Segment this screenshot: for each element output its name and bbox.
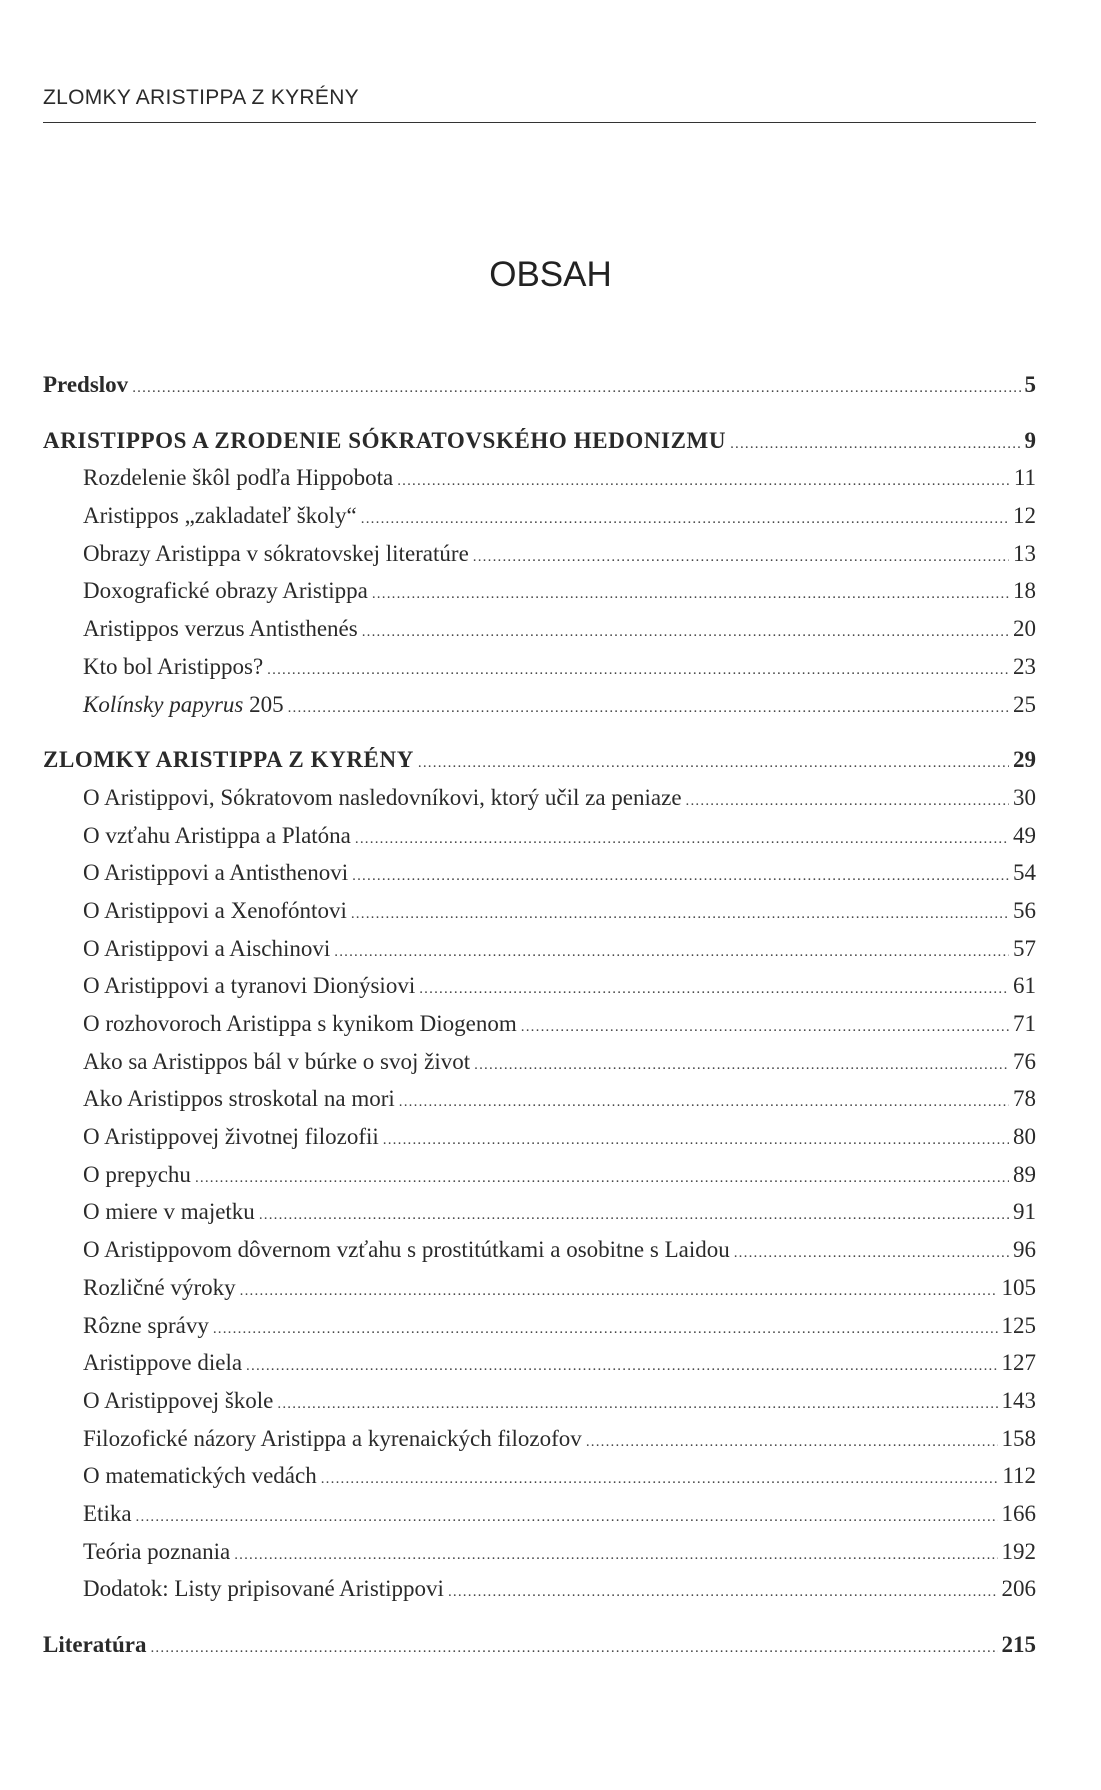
toc-page-number: 91 [1013,1199,1036,1225]
toc-entry-label: Rôzne správy [83,1312,209,1338]
toc-page-number: 23 [1013,653,1036,679]
toc-page-number: 89 [1013,1161,1036,1187]
toc-entry-label: O Aristippovej životnej filozofii [83,1124,379,1150]
leader-dots [267,662,1009,679]
toc-entry-label: Dodatok: Listy pripisované Aristippovi [83,1576,444,1602]
toc-entry-label: O Aristippovi a tyranovi Dionýsiovi [83,973,416,999]
toc-entry [43,1313,1036,1351]
leader-dots [399,1094,1009,1111]
leader-dots [246,1358,997,1375]
leader-dots [361,511,1009,528]
toc-entry [43,1426,1036,1464]
leader-dots [448,1584,998,1601]
toc-page-number: 143 [1001,1387,1036,1413]
running-head: ZLOMKY ARISTIPPA Z KYRÉNY [43,86,359,109]
toc-entry-label: Kto bol Aristippos? [83,653,264,679]
toc-page-number: 11 [1013,465,1036,491]
toc-entry-label: ZLOMKY ARISTIPPA Z KYRÉNY [43,747,414,773]
toc-entry [43,1275,1036,1313]
toc-page-number: 12 [1013,503,1036,529]
toc-entry-label: O vzťahu Aristippa a Platóna [83,822,351,848]
leader-dots [473,549,1009,566]
leader-dots [136,1509,998,1526]
leader-dots [355,831,1009,848]
toc-entry-label: O miere v majetku [83,1199,255,1225]
toc-page-number: 29 [1013,747,1036,773]
toc-entry-label: O Aristippovi, Sókratovom nasledovníkovi, ktorý učil za peniaze [83,784,682,810]
toc-entry-label: O Aristippovi a Aischinovi [83,935,331,961]
toc-page-number: 54 [1013,860,1036,886]
toc-entry [43,1463,1036,1501]
toc-entry-label: Rozličné výroky [83,1274,236,1300]
toc-entry [43,898,1036,936]
toc-entry [43,1162,1036,1200]
toc-entry [43,692,1036,730]
leader-dots [734,1245,1009,1262]
toc-part-heading [43,428,1036,466]
leader-dots [418,755,1009,772]
toc-entry-label: Filozofické názory Aristippa a kyrenaických filozofov [83,1425,582,1451]
toc-entry [43,1086,1036,1124]
toc-entry [43,1199,1036,1237]
toc-page-number: 30 [1013,784,1036,810]
toc-entry [43,1124,1036,1162]
toc-entry-label: Teória poznania [83,1538,231,1564]
toc-entry-label: O Aristippovi a Xenofóntovi [83,897,347,923]
toc-entry [43,1350,1036,1388]
leader-dots [474,1057,1009,1074]
toc-entry-label: O matematických vedách [83,1463,317,1489]
leader-dots [372,586,1009,603]
leader-dots [730,436,1020,453]
toc-page-number: 49 [1013,822,1036,848]
leader-dots [240,1283,998,1300]
toc-entry [43,1011,1036,1049]
leader-dots [195,1170,1009,1187]
section-gap [43,410,1036,428]
toc-page-number: 20 [1013,616,1036,642]
toc-entry [43,541,1036,579]
toc-page-number: 166 [1001,1500,1036,1526]
toc-page-number: 5 [1024,372,1036,397]
toc-page-number: 18 [1013,578,1036,604]
toc-entry-label: Etika [83,1500,132,1526]
toc-entry-label: Aristippos verzus Antisthenés [83,616,358,642]
toc-entry-label: O Aristippovi a Antisthenovi [83,860,349,886]
toc-entry [43,1237,1036,1275]
toc-entry-label: Predslov [43,372,129,397]
toc-entry-label: ARISTIPPOS A ZRODENIE SÓKRATOVSKÉHO HEDONIZMU [43,427,727,453]
leader-dots [259,1207,1009,1224]
toc-entry-label: O rozhovoroch Aristippa s kynikom Diogenom [83,1011,517,1036]
toc-page-number: 25 [1013,691,1036,717]
toc-entry-label: O prepychu [83,1161,191,1187]
toc-page-number: 125 [1001,1312,1036,1338]
leader-dots [521,1019,1009,1036]
toc-entry [43,1049,1036,1087]
toc-page-number: 56 [1013,897,1036,923]
leader-dots [321,1471,999,1488]
toc-entry-label: Doxografické obrazy Aristippa [83,578,368,604]
toc-entry-label: Rozdelenie škôl podľa Hippobota [83,465,394,491]
toc-entry [43,936,1036,974]
toc-entry-label: Aristippos „zakladateľ školy“ [83,503,357,529]
toc-entry [43,1539,1036,1577]
toc-page-number: 57 [1013,935,1036,961]
toc-entry [43,1388,1036,1426]
leader-dots [383,1132,1009,1149]
toc-entry-label: O Aristippovej škole [83,1387,274,1413]
leader-dots [150,1640,997,1657]
toc-entry-label: Literatúra [43,1632,147,1657]
leader-dots [234,1547,997,1564]
toc-entry [43,1576,1036,1614]
leader-dots [334,944,1009,961]
section-gap [43,729,1036,747]
toc-entry [43,503,1036,541]
leader-dots [351,906,1009,923]
toc-entry-label: Ako sa Aristippos bál v búrke o svoj život [83,1048,471,1074]
toc-entry [43,578,1036,616]
toc-page-number: 105 [1001,1274,1036,1300]
toc-entry-label: Ako Aristippos stroskotal na mori [83,1086,395,1112]
toc-entry-label: Obrazy Aristippa v sókratovskej literatúre [83,540,469,566]
toc-entry [43,785,1036,823]
toc-part-heading [43,747,1036,785]
header-rule [43,122,1036,123]
leader-dots [362,624,1009,641]
label-rest: 205 [243,691,284,717]
leader-dots [277,1396,997,1413]
leader-dots [352,868,1009,885]
toc-page-number: 96 [1013,1237,1036,1263]
toc-entry-label: O Aristippovom dôvernom vzťahu s prostitútkami a osobitne s Laidou [83,1237,730,1263]
toc-page-number: 192 [1001,1538,1036,1564]
toc-page-number: 215 [1001,1632,1036,1657]
toc-entry-label: Aristippove diela [83,1350,243,1376]
italic-title: Kolínsky papyrus [83,691,244,717]
toc-page-number: 76 [1013,1048,1036,1074]
table-of-contents [43,372,1036,1670]
toc-entry [43,823,1036,861]
section-gap [43,1614,1036,1632]
toc-page-number: 158 [1001,1425,1036,1451]
toc-page-number: 80 [1013,1124,1036,1150]
toc-page-number: 78 [1013,1086,1036,1112]
leader-dots [419,981,1009,998]
leader-dots [586,1434,998,1451]
toc-page-number: 71 [1013,1011,1036,1036]
toc-entry-label [83,692,284,718]
toc-entry [43,860,1036,898]
toc-page-number: 112 [1002,1463,1036,1489]
leader-dots [213,1321,998,1338]
leader-dots [397,473,1010,490]
toc-entry-literatura [43,1632,1036,1670]
toc-page-number: 127 [1001,1350,1036,1376]
toc-entry [43,1501,1036,1539]
toc-page-number: 13 [1013,540,1036,566]
toc-entry [43,616,1036,654]
toc-page-number: 9 [1024,427,1036,453]
toc-page-number: 61 [1013,973,1036,999]
toc-entry [43,465,1036,503]
leader-dots [288,700,1009,717]
toc-entry [43,973,1036,1011]
toc-title: OBSAH [489,255,612,294]
toc-page-number: 206 [1001,1576,1036,1602]
toc-entry [43,654,1036,692]
toc-entry-predslov [43,372,1036,410]
leader-dots [132,380,1020,397]
leader-dots [686,793,1009,810]
